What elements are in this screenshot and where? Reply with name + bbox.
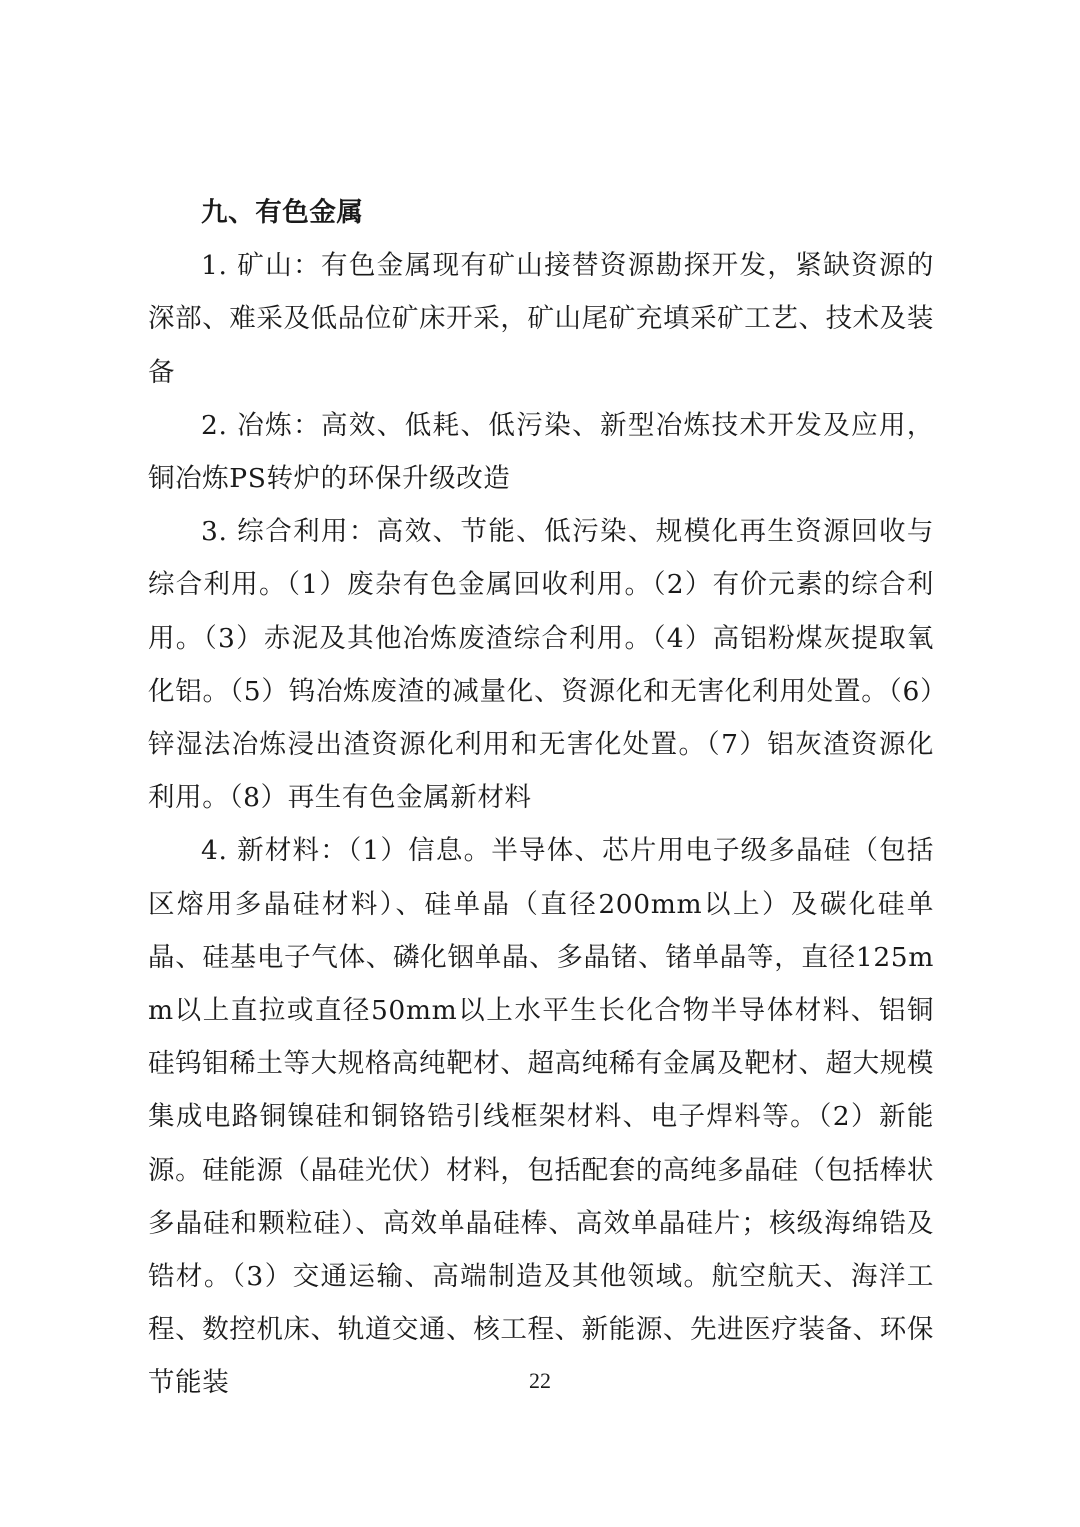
paragraph-mining: 1. 矿山：有色金属现有矿山接替资源勘探开发，紧缺资源的深部、难采及低品位矿床开采，矿山尾矿充填采矿工艺、技术及装备 [148, 250, 934, 388]
paragraph-comprehensive-utilization: 3. 综合利用：高效、节能、低污染、规模化再生资源回收与综合利用。（1）废杂有色金属回收利用。（2）有价元素的综合利用。（3）赤泥及其他冶炼废渣综合利用。（4）高铝粉煤灰提取氧化铝。（5）钨冶炼废渣的减量化、资源化和无害化利用处置。（6）锌湿法冶炼浸出渣资源化利用和无害化处置。（7）铝灰渣资源化利用。（8）再生有色金属新材料 [148, 516, 934, 814]
paragraph-smelting: 2. 冶炼：高效、低耗、低污染、新型冶炼技术开发及应用，铜冶炼PS转炉的环保升级改造 [148, 409, 934, 495]
document-body [148, 186, 934, 1410]
page-number: 22 [529, 1368, 551, 1393]
section-heading: 九、有色金属 [201, 197, 364, 228]
paragraph-new-materials: 4. 新材料：（1）信息。半导体、芯片用电子级多晶硅（包括区熔用多晶硅材料）、硅单晶（直径200mm以上）及碳化硅单晶、硅基电子气体、磷化铟单晶、多晶锗、锗单晶等，直径125mm以上直拉或直径50mm以上水平生长化合物半导体材料、铝铜硅钨钼稀土等大规格高纯靶材、超高纯稀有金属及靶材、超大规模集成电路铜镍硅和铜铬锆引线框架材料、电子焊料等。（2）新能源。硅能源（晶硅光伏）材料，包括配套的高纯多晶硅（包括棒状多晶硅和颗粒硅）、高效单晶硅棒、高效单晶硅片；核级海绵锆及锆材。（3）交通运输、高端制造及其他领域。航空航天、海洋工程、数控机床、轨道交通、核工程、新能源、先进医疗装备、环保节能装 [148, 835, 934, 1399]
